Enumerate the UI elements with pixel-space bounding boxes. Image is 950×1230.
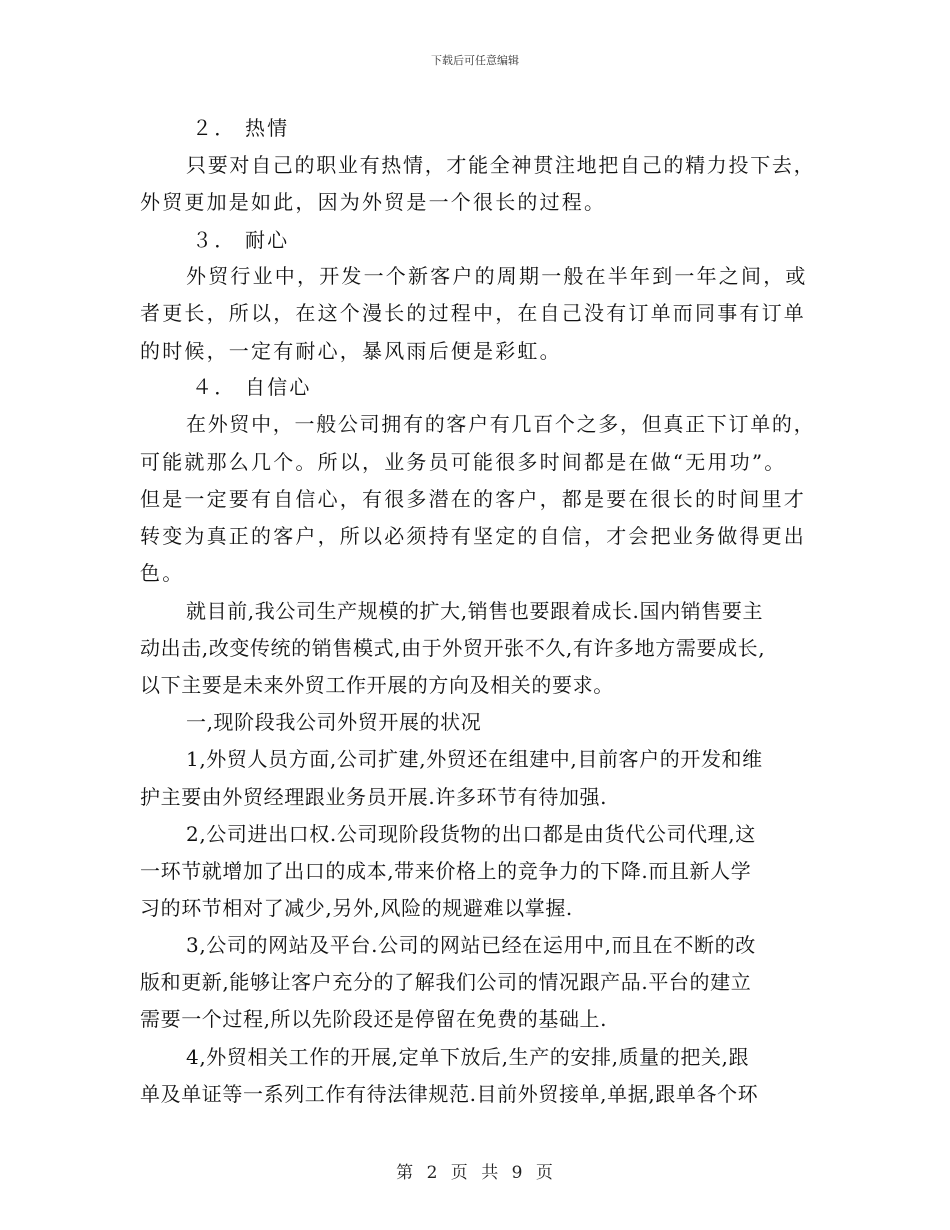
text-line: 在外贸中，一般公司拥有的客户有几百个之多，但真正下订单的， — [186, 412, 816, 436]
text-line: 3,公司的网站及平台.公司的网站已经在运用中,而且在不断的改 — [186, 933, 756, 957]
text-line: 需要一个过程,所以先阶段还是停留在免费的基础上. — [140, 1007, 608, 1031]
text-line: 一环节就增加了出口的成本,带来价格上的竞争力的下降.而且新人学 — [140, 859, 752, 883]
text-line: 者更长，所以，在这个漫长的过程中，在自己没有订单而同事有订单 — [140, 301, 806, 325]
page-footer: 第 2 页 共 9 页 — [396, 1163, 554, 1183]
text-line: 习的环节相对了减少,另外,风险的规避难以掌握. — [140, 896, 573, 920]
text-line: 版和更新,能够让客户充分的了解我们公司的情况跟产品.平台的建立 — [140, 970, 752, 994]
text-line: 1,外贸人员方面,公司扩建,外贸还在组建中,目前客户的开发和维 — [186, 747, 763, 771]
text-line: 动出击,改变传统的销售模式,由于外贸开张不久,有许多地方需要成长, — [140, 636, 766, 660]
text-line: 2,公司进出口权.公司现阶段货物的出口都是由货代公司代理,这 — [186, 822, 756, 846]
text-line: 以下主要是未来外贸工作开展的方向及相关的要求。 — [140, 673, 614, 697]
text-line: 单及单证等一系列工作有待法律规范.目前外贸接单,单据,跟单各个环 — [140, 1082, 759, 1106]
section-heading-patience: ３． 耐心 — [192, 228, 290, 252]
section-heading-confidence: ４． 自信心 — [192, 375, 312, 399]
text-line: 外贸更加是如此，因为外贸是一个很长的过程。 — [140, 190, 607, 214]
text-line: 就目前,我公司生产规模的扩大,销售也要跟着成长.国内销售要主 — [186, 599, 764, 623]
text-line: 的时候，一定有耐心，暴风雨后便是彩虹。 — [140, 339, 562, 363]
page-header: 下载后可任意编辑 — [431, 54, 519, 67]
text-line: 但是一定要有自信心，有很多潜在的客户，都是要在很长的时间里才 — [140, 487, 806, 511]
text-line: 4,外贸相关工作的开展,定单下放后,生产的安排,质量的把关,跟 — [186, 1045, 750, 1069]
text-line: 转变为真正的客户，所以必须持有坚定的自信，才会把业务做得更出 — [140, 524, 806, 548]
text-line: 外贸行业中，开发一个新客户的周期一般在半年到一年之间，或 — [186, 264, 808, 288]
text-line: 色。 — [140, 561, 185, 585]
section-heading-current-status: 一,现阶段我公司外贸开展的状况 — [186, 710, 482, 734]
section-heading-enthusiasm: ２． 热情 — [192, 116, 290, 140]
text-line: 护主要由外贸经理跟业务员开展.许多环节有待加强. — [140, 785, 608, 809]
text-line: 可能就那么几个。所以，业务员可能很多时间都是在做“无用功”。 — [140, 450, 787, 474]
text-line: 只要对自己的职业有热情，才能全神贯注地把自己的精力投下去， — [186, 153, 816, 177]
